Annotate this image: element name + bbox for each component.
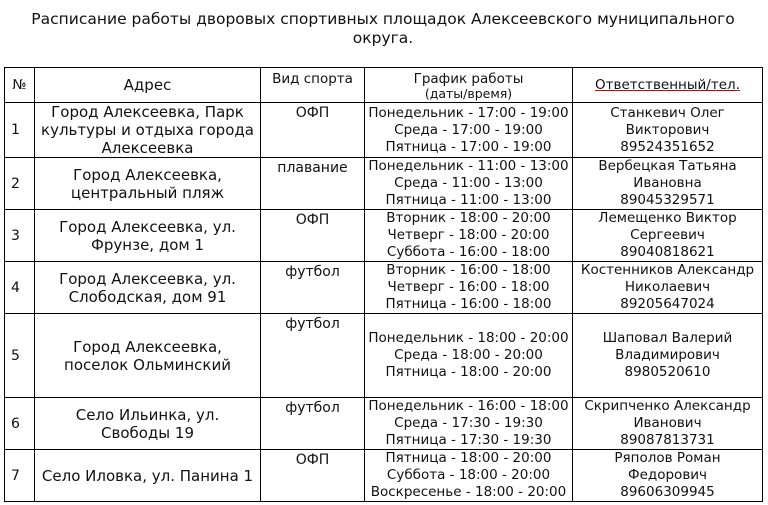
- row-number: 4: [5, 262, 35, 314]
- address-line: культуры и отдыха города: [41, 121, 254, 139]
- schedule-line: Четверг - 18:00 - 20:00: [387, 227, 550, 243]
- document-title: [8, 10, 758, 48]
- schedule-line: Пятница - 11:00 - 13:00: [385, 192, 552, 208]
- row-responsible: [573, 398, 763, 450]
- table-row: [5, 262, 763, 314]
- table-row: [5, 450, 763, 502]
- row-responsible: [573, 103, 763, 158]
- header-schedule-line2: (даты/время): [424, 86, 513, 101]
- schedule-line: Суббота - 16:00 - 18:00: [386, 244, 551, 260]
- header-schedule: [365, 68, 573, 103]
- schedule-line: Воскресенье - 18:00 - 20:00: [370, 484, 567, 500]
- schedule-line: Пятница - 18:00 - 20:00: [385, 450, 552, 466]
- row-number: 7: [5, 450, 35, 502]
- address-line: Город Алексеевка, Парк: [51, 103, 244, 121]
- address-line: Алексеевка: [101, 139, 194, 157]
- row-address: [35, 158, 261, 210]
- responsible-line: 89040818621: [620, 244, 715, 260]
- row-number: 3: [5, 210, 35, 262]
- responsible-line: Скрипченко Александр: [584, 398, 751, 414]
- table-row: [5, 398, 763, 450]
- schedule-line: Четверг - 16:00 - 18:00: [387, 279, 550, 295]
- row-schedule: [365, 398, 573, 450]
- schedule-line: Понедельник - 17:00 - 19:00: [368, 104, 569, 121]
- row-schedule: [365, 450, 573, 502]
- row-sport: плавание: [261, 158, 365, 210]
- address-line: поселок Ольминский: [64, 355, 231, 374]
- schedule-line: Пятница - 17:30 - 19:30: [385, 432, 552, 448]
- row-address: [35, 398, 261, 450]
- title-line-1: Расписание работы дворовых спортивных площадок Алексеевского муниципального: [31, 10, 735, 28]
- responsible-line: Вербецкая Татьяна: [598, 158, 737, 174]
- schedule-line: Суббота - 18:00 - 20:00: [386, 467, 551, 483]
- row-sport: футбол: [261, 262, 365, 314]
- row-number: 6: [5, 398, 35, 450]
- address-line: Город Алексеевка, ул.: [59, 217, 236, 236]
- address-line: центральный пляж: [70, 183, 225, 202]
- responsible-line: Ивановна: [633, 175, 702, 191]
- responsible-line: 89606309945: [620, 484, 715, 500]
- row-address: [35, 450, 261, 502]
- responsible-line: 89045329571: [620, 192, 715, 208]
- header-number: №: [5, 68, 35, 103]
- schedule-line: Понедельник - 16:00 - 18:00: [368, 398, 569, 414]
- row-sport: футбол: [261, 398, 365, 450]
- address-line: Село Иловка, ул. Панина 1: [41, 466, 254, 485]
- schedule-line: Понедельник - 18:00 - 20:00: [368, 330, 569, 346]
- responsible-line: Викторович: [625, 121, 710, 138]
- table-header-row: [5, 68, 763, 103]
- header-schedule-line1: График работы: [413, 71, 524, 87]
- schedule-table: [4, 67, 763, 502]
- responsible-line: Шаповал Валерий: [602, 330, 733, 346]
- header-sport: Вид спорта: [261, 68, 365, 103]
- row-address: [35, 262, 261, 314]
- responsible-line: Владимирович: [615, 347, 720, 363]
- responsible-line: Федорович: [627, 467, 708, 483]
- row-number: 2: [5, 158, 35, 210]
- schedule-line: Понедельник - 11:00 - 13:00: [368, 158, 569, 174]
- title-line-2: округа.: [352, 29, 414, 47]
- schedule-line: Среда - 17:00 - 19:00: [394, 121, 543, 138]
- responsible-line: 89205647024: [620, 296, 715, 312]
- address-line: Город Алексеевка, ул.: [59, 269, 236, 288]
- responsible-line: Станкевич Олег: [610, 104, 725, 121]
- schedule-line: Вторник - 18:00 - 20:00: [386, 210, 551, 226]
- row-responsible: [573, 314, 763, 398]
- responsible-line: 89524351652: [620, 138, 715, 155]
- table-row: [5, 314, 763, 398]
- schedule-line: Пятница - 17:00 - 19:00: [385, 138, 552, 155]
- row-schedule: [365, 103, 573, 158]
- schedule-line: Пятница - 18:00 - 20:00: [385, 364, 552, 380]
- row-responsible: [573, 450, 763, 502]
- schedule-line: Пятница - 16:00 - 18:00: [385, 296, 552, 312]
- header-responsible: [573, 68, 763, 103]
- table-row: [5, 210, 763, 262]
- responsible-line: Костенников Александр: [580, 262, 755, 278]
- address-line: Город Алексеевка,: [73, 337, 222, 356]
- row-responsible: [573, 210, 763, 262]
- responsible-line: Ряполов Роман: [614, 450, 721, 466]
- row-responsible: [573, 158, 763, 210]
- address-line: Город Алексеевка,: [73, 165, 222, 184]
- row-sport: ОФП: [261, 450, 365, 502]
- row-schedule: [365, 158, 573, 210]
- row-sport: футбол: [261, 314, 365, 398]
- responsible-line: Николаевич: [624, 279, 711, 295]
- row-address: [35, 314, 261, 398]
- row-number: 1: [5, 103, 35, 158]
- header-address: Адрес: [35, 68, 261, 103]
- schedule-line: Среда - 11:00 - 13:00: [394, 175, 543, 191]
- schedule-line: Вторник - 16:00 - 18:00: [386, 262, 551, 278]
- row-schedule: [365, 314, 573, 398]
- responsible-line: 8980520610: [624, 364, 711, 380]
- header-responsible-label: Ответственный/тел.: [595, 76, 740, 93]
- responsible-line: Иванович: [633, 415, 702, 431]
- row-address: [35, 103, 261, 158]
- table-row: [5, 103, 763, 158]
- responsible-line: Лемещенко Виктор: [598, 210, 737, 226]
- row-sport: ОФП: [261, 210, 365, 262]
- responsible-line: Сергеевич: [630, 227, 705, 243]
- table-row: [5, 158, 763, 210]
- row-address: [35, 210, 261, 262]
- address-line: Фрунзе, дом 1: [90, 235, 205, 254]
- row-schedule: [365, 262, 573, 314]
- row-schedule: [365, 210, 573, 262]
- responsible-line: 89087813731: [620, 432, 715, 448]
- row-number: 5: [5, 314, 35, 398]
- schedule-line: Среда - 17:30 - 19:30: [394, 415, 543, 431]
- row-responsible: [573, 262, 763, 314]
- address-line: Свободы 19: [101, 423, 194, 442]
- schedule-line: Среда - 18:00 - 20:00: [394, 347, 543, 363]
- address-line: Село Ильинка, ул.: [75, 405, 220, 424]
- row-sport: ОФП: [261, 103, 365, 158]
- address-line: Слободская, дом 91: [68, 287, 227, 306]
